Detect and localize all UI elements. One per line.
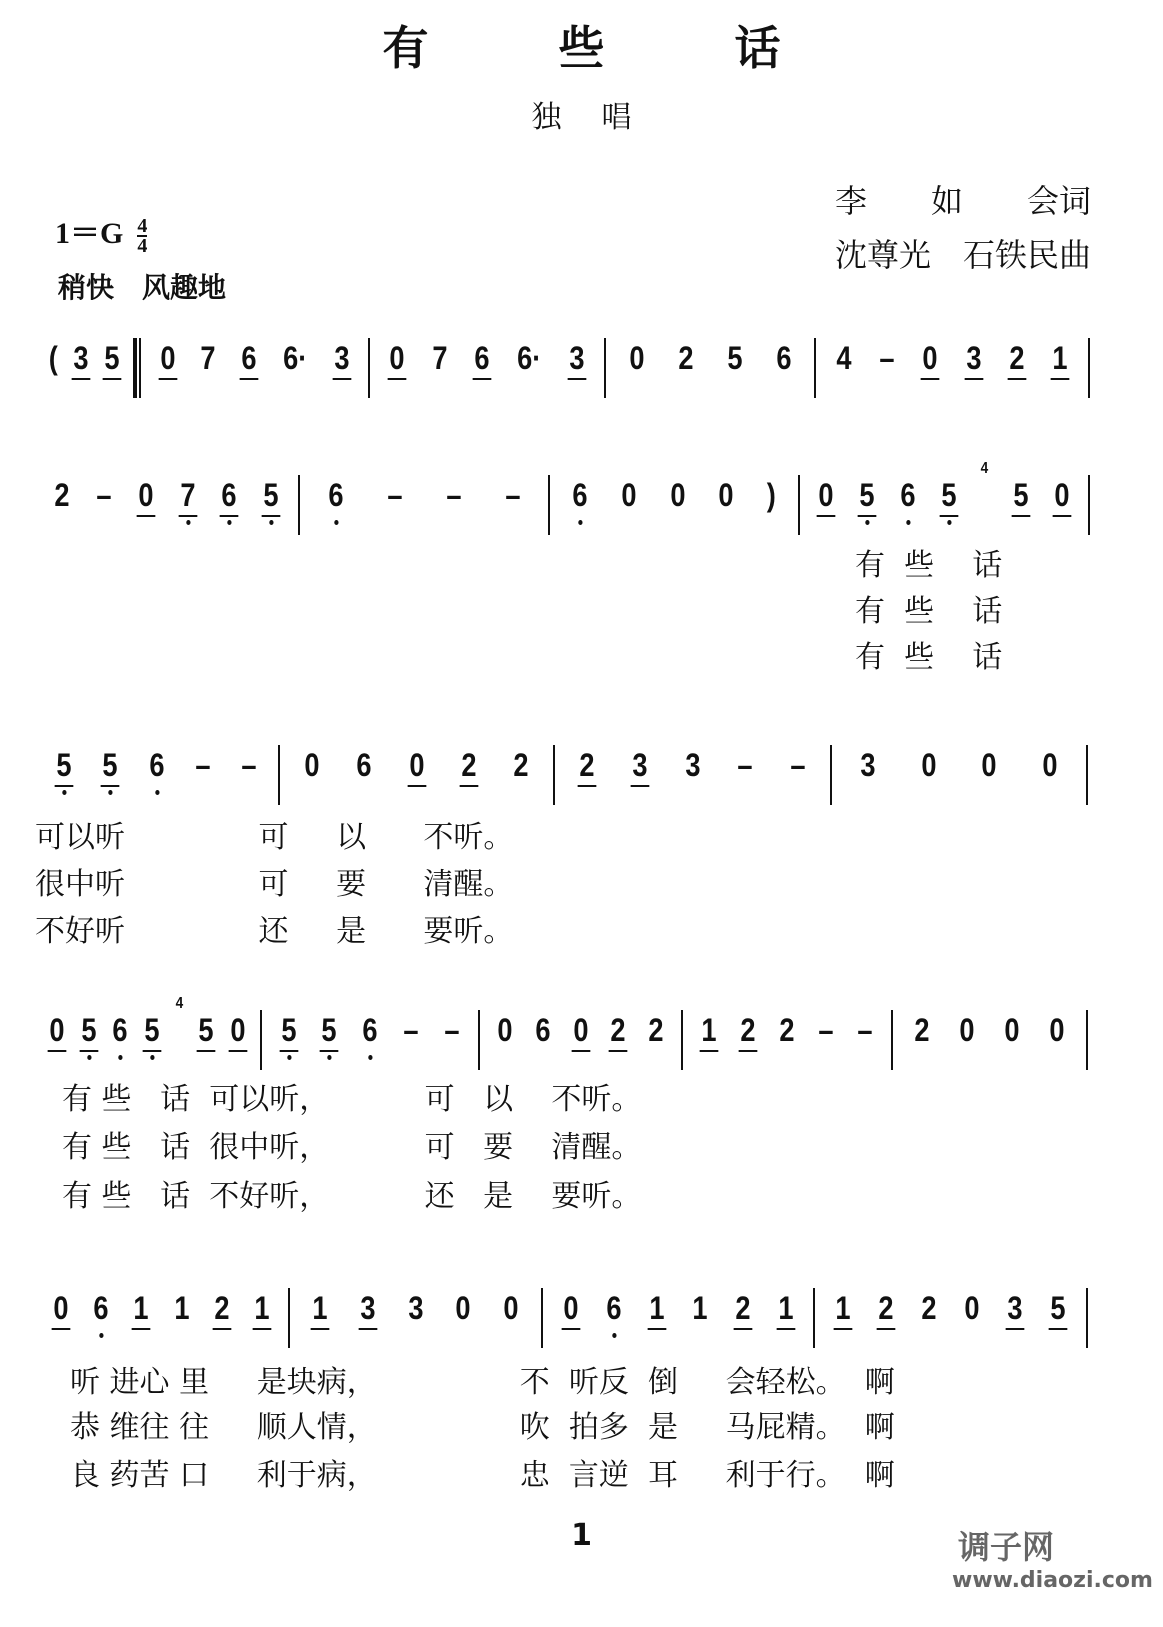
note: 2	[54, 477, 70, 513]
note: 1	[253, 1288, 272, 1330]
note: 5	[79, 1010, 98, 1052]
note: 6	[472, 338, 491, 380]
note: –	[790, 747, 806, 783]
note: –	[444, 1012, 460, 1048]
lyric-line: 不好听 还 是 要听。	[35, 914, 514, 949]
note: 7	[431, 340, 447, 376]
note: 0	[503, 1290, 519, 1326]
note: 5	[279, 1010, 298, 1052]
measure	[816, 338, 1090, 398]
note: –	[195, 747, 211, 783]
note: 1	[833, 1288, 852, 1330]
note: 3	[631, 745, 650, 787]
staff-row-2	[35, 460, 1090, 535]
note: 6	[535, 1012, 551, 1048]
note: 6	[900, 477, 916, 513]
note: 3	[684, 747, 701, 783]
measure	[290, 1288, 543, 1348]
time-signature	[137, 215, 148, 258]
note: 2	[648, 1012, 664, 1048]
note: 4	[836, 340, 852, 376]
measure	[683, 1010, 893, 1070]
note: 6	[220, 475, 239, 517]
note: 0	[1042, 747, 1058, 783]
note: 7	[178, 475, 197, 517]
note: 6	[93, 1290, 109, 1326]
note: 5	[55, 745, 74, 787]
measure	[832, 745, 1088, 805]
note: 2	[739, 1010, 758, 1052]
note: 2	[914, 1012, 930, 1048]
grace-note: 4	[980, 460, 989, 477]
note: 2	[1008, 338, 1027, 380]
note: 1	[776, 1288, 795, 1330]
lyric-line: 恭 维往 往 顺人情， 吹 拍多 是 马屁精。 啊	[70, 1410, 895, 1445]
note: 5	[102, 338, 121, 380]
measure	[35, 995, 262, 1070]
lyric-line: 有 些 话	[855, 548, 1003, 583]
measure	[555, 745, 832, 805]
measure	[280, 745, 555, 805]
note: 5	[101, 745, 120, 787]
measure	[893, 1010, 1088, 1070]
lyric-line: 可以听 可 以 不听。	[35, 820, 514, 855]
lyric-line: 听 进心 里 是块病， 不 听反 倒 会轻松。 啊	[70, 1365, 895, 1400]
note: 5	[320, 1010, 339, 1052]
note: 0	[817, 475, 836, 517]
lyric-line: 很中听 可 要 清醒。	[35, 867, 514, 902]
lyric-line: 良 药苦 口 利于病， 忠 言逆 耳 利于行。 啊	[70, 1458, 895, 1493]
time-denominator: 4	[137, 235, 148, 258]
note: –	[504, 477, 521, 513]
measure	[35, 1288, 290, 1348]
note: 3	[568, 338, 587, 380]
note: 1	[173, 1290, 190, 1326]
measure	[606, 338, 816, 398]
staff-row-4	[35, 995, 1090, 1070]
note: 3	[1006, 1288, 1025, 1330]
note: 0	[1052, 475, 1071, 517]
note: 0	[561, 1288, 580, 1330]
note: 6·	[517, 340, 542, 376]
note: 2	[578, 745, 597, 787]
note: 5	[1049, 1288, 1068, 1330]
note: 5	[1012, 475, 1031, 517]
subtitle: 独唱	[531, 100, 672, 135]
note: 6	[572, 477, 588, 513]
page-number: 1	[571, 1518, 592, 1553]
note: 0	[959, 1012, 975, 1048]
note: 0	[964, 1290, 980, 1326]
note: –	[96, 477, 112, 513]
note: 5	[726, 340, 743, 376]
note: )	[766, 477, 776, 513]
note: 3	[860, 747, 876, 783]
lyric-line: 有 些 话 很中听， 可 要 清醒。	[62, 1130, 642, 1165]
note: 1	[647, 1288, 666, 1330]
composer-credit: 沈尊光 石铁民曲	[834, 236, 1091, 274]
staff-row-3	[35, 745, 1090, 805]
note: 0	[304, 747, 320, 783]
note: 0	[628, 340, 645, 376]
note: 0	[407, 745, 426, 787]
measure	[543, 1288, 815, 1348]
lyric-line: 有 些 话 不好听， 还 是 要听。	[62, 1179, 642, 1214]
measure	[800, 460, 1090, 535]
note: 5	[939, 475, 958, 517]
note: 6	[362, 1012, 378, 1048]
note: 2	[779, 1012, 795, 1048]
measure	[480, 1010, 683, 1070]
note: 0	[52, 1288, 71, 1330]
note: 5	[858, 475, 877, 517]
note: 1	[132, 1288, 151, 1330]
measure	[35, 475, 300, 535]
note: 0	[136, 475, 155, 517]
note: 1	[699, 1010, 718, 1052]
note: 0	[669, 477, 686, 513]
note: –	[857, 1012, 873, 1048]
note: 0	[388, 338, 407, 380]
watermark-logo: 调子网	[958, 1528, 1055, 1566]
note: 0	[229, 1010, 248, 1052]
staff-row-5	[35, 1288, 1090, 1348]
lyricist-credit: 李 如 会词	[834, 182, 1091, 220]
measure	[262, 1010, 480, 1070]
note: 7	[200, 340, 216, 376]
note: 6·	[283, 340, 308, 376]
key-signature	[55, 208, 148, 258]
note: 6	[356, 747, 372, 783]
note: 2	[876, 1288, 895, 1330]
note: –	[386, 477, 403, 513]
staff-row-1	[35, 338, 1090, 398]
note: 2	[212, 1288, 231, 1330]
note: 0	[921, 338, 940, 380]
note: 0	[718, 477, 734, 513]
note: 6	[148, 747, 165, 783]
lyric-line: 有 些 话	[855, 640, 1003, 675]
grace-note: 4	[175, 995, 183, 1012]
measure	[550, 475, 800, 535]
note: 3	[71, 338, 90, 380]
note: 0	[158, 338, 177, 380]
measure	[135, 338, 370, 398]
watermark-url: www.diaozi.com	[952, 1568, 1153, 1593]
note: 0	[921, 747, 937, 783]
note: 0	[1049, 1012, 1065, 1048]
note: (	[48, 340, 58, 376]
note: –	[445, 477, 462, 513]
time-numerator: 4	[137, 215, 148, 238]
song-title: 有些话	[382, 21, 911, 75]
note: 0	[981, 747, 997, 783]
note: 3	[964, 338, 983, 380]
measure	[370, 338, 606, 398]
note: 0	[571, 1010, 590, 1052]
lyric-line: 有 些 话 可以听， 可 以 不听。	[62, 1082, 642, 1117]
note: 2	[459, 745, 478, 787]
note: –	[879, 340, 895, 376]
note: –	[737, 747, 753, 783]
note: 5	[143, 1010, 162, 1052]
note: 2	[677, 340, 694, 376]
note: –	[403, 1012, 419, 1048]
note: –	[818, 1012, 834, 1048]
note: 2	[921, 1290, 937, 1326]
note: 2	[609, 1010, 628, 1052]
note: 1	[311, 1288, 330, 1330]
lyric-line: 有 些 话	[855, 594, 1003, 629]
tempo-marking: 稍快 风趣地	[58, 271, 227, 304]
note: 2	[513, 747, 529, 783]
measure	[35, 745, 280, 805]
note: 0	[48, 1010, 67, 1052]
note: 0	[497, 1012, 513, 1048]
measure	[815, 1288, 1088, 1348]
measure	[300, 475, 550, 535]
note: 1	[1051, 338, 1070, 380]
key-label: 1＝G	[55, 217, 124, 250]
note: 6	[775, 340, 792, 376]
note: 6	[327, 477, 344, 513]
note: 3	[332, 338, 351, 380]
note: 6	[112, 1012, 128, 1048]
note: 6	[605, 1290, 622, 1326]
note: 1	[691, 1290, 708, 1326]
note: 0	[455, 1290, 471, 1326]
note: –	[241, 747, 257, 783]
note: 3	[358, 1288, 377, 1330]
note: 3	[407, 1290, 424, 1326]
note: 5	[197, 1010, 216, 1052]
note: 6	[240, 338, 259, 380]
note: 0	[621, 477, 637, 513]
note: 0	[1004, 1012, 1020, 1048]
measure	[35, 338, 135, 398]
note: 5	[262, 475, 281, 517]
note: 2	[733, 1288, 752, 1330]
